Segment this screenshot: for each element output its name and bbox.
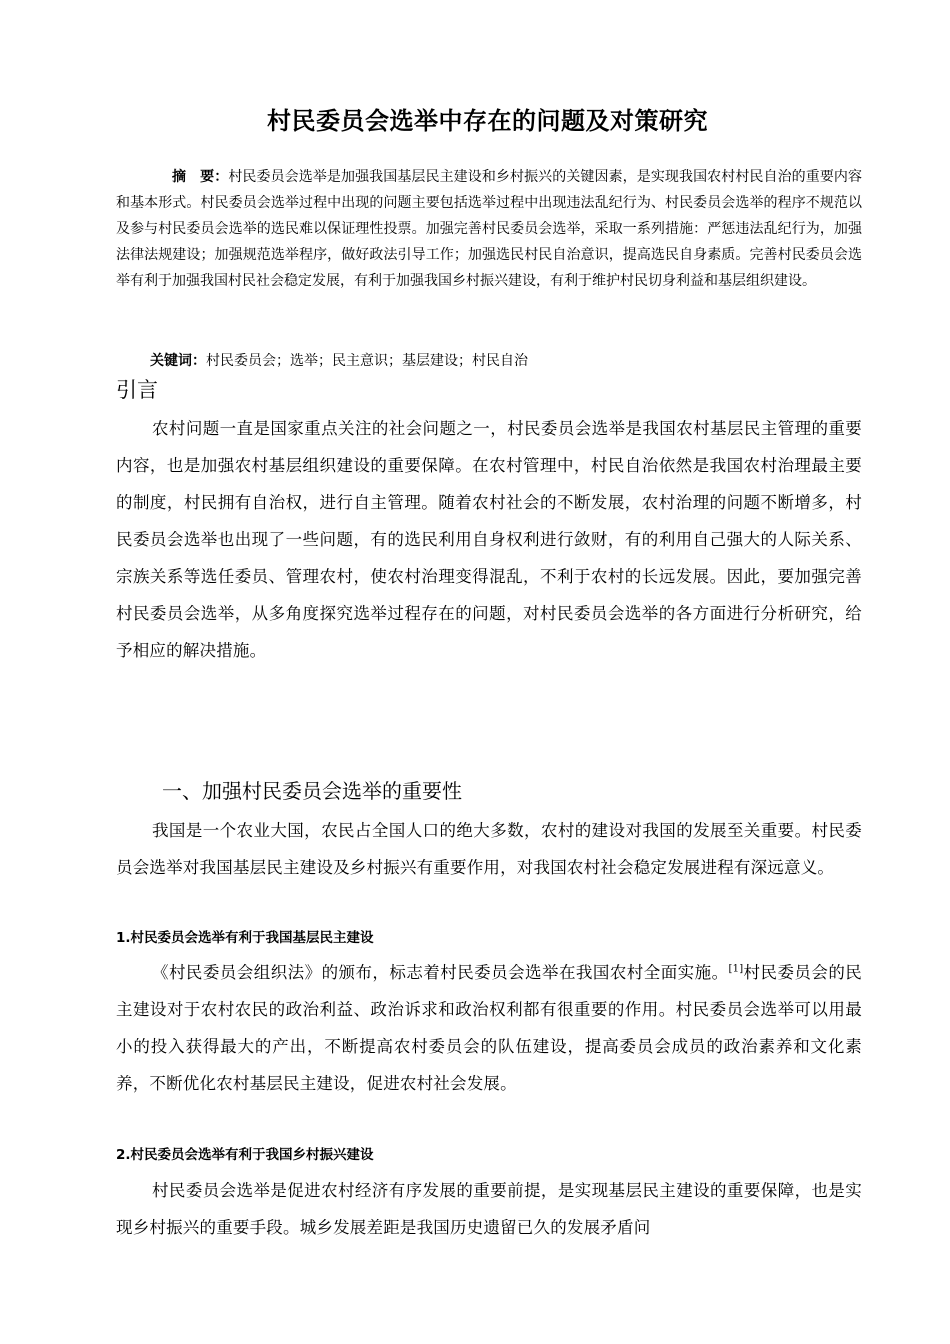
abstract-text: 村民委员会选举是加强我国基层民主建设和乡村振兴的关键因素，是实现我国农村村民自治的重要内容和基本形式。村民委员会选举过程中出现的问题主要包括选举过程中出现违法乱纪行为、村民委员会选举的程序不规范以及参与村民委员会选举的选民难以保证理性投票。加强完善村民委员会选举，采取一系列措施：严惩违法乱纪行为，加强法律法规建设；加强规范选举程序，做好政法引导工作；加强选民村民自治意识，提高选民自身素质。完善村民委员会选举有利于加强我国村民社会稳定发展，有利于加强我国乡村振兴建设，有利于维护村民切身利益和基层组织建设。 (116, 169, 863, 289)
citation-1: [1] (728, 963, 744, 975)
abstract-label: 摘 要： (172, 169, 229, 185)
subsection-1-heading: 1.村民委员会选举有利于我国基层民主建设 (116, 930, 374, 946)
intro-heading: 引言 (116, 378, 158, 402)
section-1-heading: 一、加强村民委员会选举的重要性 (162, 779, 462, 803)
subsection-1-paragraph (116, 954, 862, 1102)
keywords (150, 348, 850, 374)
subsection-1-text-before: 《村民委员会组织法》的颁布，标志着村民委员会选举在我国农村全面实施。 (152, 963, 729, 982)
intro-paragraph: 农村问题一直是国家重点关注的社会问题之一，村民委员会选举是我国农村基层民主管理的重要内容，也是加强农村基层组织建设的重要保障。在农村管理中，村民自治依然是我国农村治理最主要的制度，村民拥有自治权，进行自主管理。随着农村社会的不断发展，农村治理的问题不断增多，村民委员会选举也出现了一些问题，有的选民利用自身权利进行敛财，有的利用自己强大的人际关系、宗族关系等选任委员、管理农村，使农村治理变得混乱，不利于农村的长远发展。因此，要加强完善村民委员会选举，从多角度探究选举过程存在的问题，对村民委员会选举的各方面进行分析研究，给予相应的解决措施。 (116, 419, 862, 660)
keywords-label: 关键词： (150, 353, 206, 369)
subsection-2-paragraph: 村民委员会选举是促进农村经济有序发展的重要前提，是实现基层民主建设的重要保障，也是实现乡村振兴的重要手段。城乡发展差距是我国历史遗留已久的发展矛盾问 (116, 1181, 862, 1237)
abstract (116, 164, 862, 294)
subsection-1-text-after: 村民委员会的民主建设对于农村农民的政治利益、政治诉求和政治权利都有很重要的作用。村民委员会选举可以用最小的投入获得最大的产出，不断提高农村委员会的队伍建设，提高委员会成员的政治素养和文化素养，不断优化农村基层民主建设，促进农村社会发展。 (116, 963, 862, 1093)
subsection-2-heading: 2.村民委员会选举有利于我国乡村振兴建设 (116, 1147, 374, 1163)
paper-title: 村民委员会选举中存在的问题及对策研究 (267, 107, 708, 135)
keywords-text: 村民委员会；选举；民主意识；基层建设；村民自治 (206, 353, 528, 369)
section-1-paragraph: 我国是一个农业大国，农民占全国人口的绝大多数，农村的建设对我国的发展至关重要。村民委员会选举对我国基层民主建设及乡村振兴有重要作用，对我国农村社会稳定发展进程有深远意义。 (116, 821, 862, 877)
